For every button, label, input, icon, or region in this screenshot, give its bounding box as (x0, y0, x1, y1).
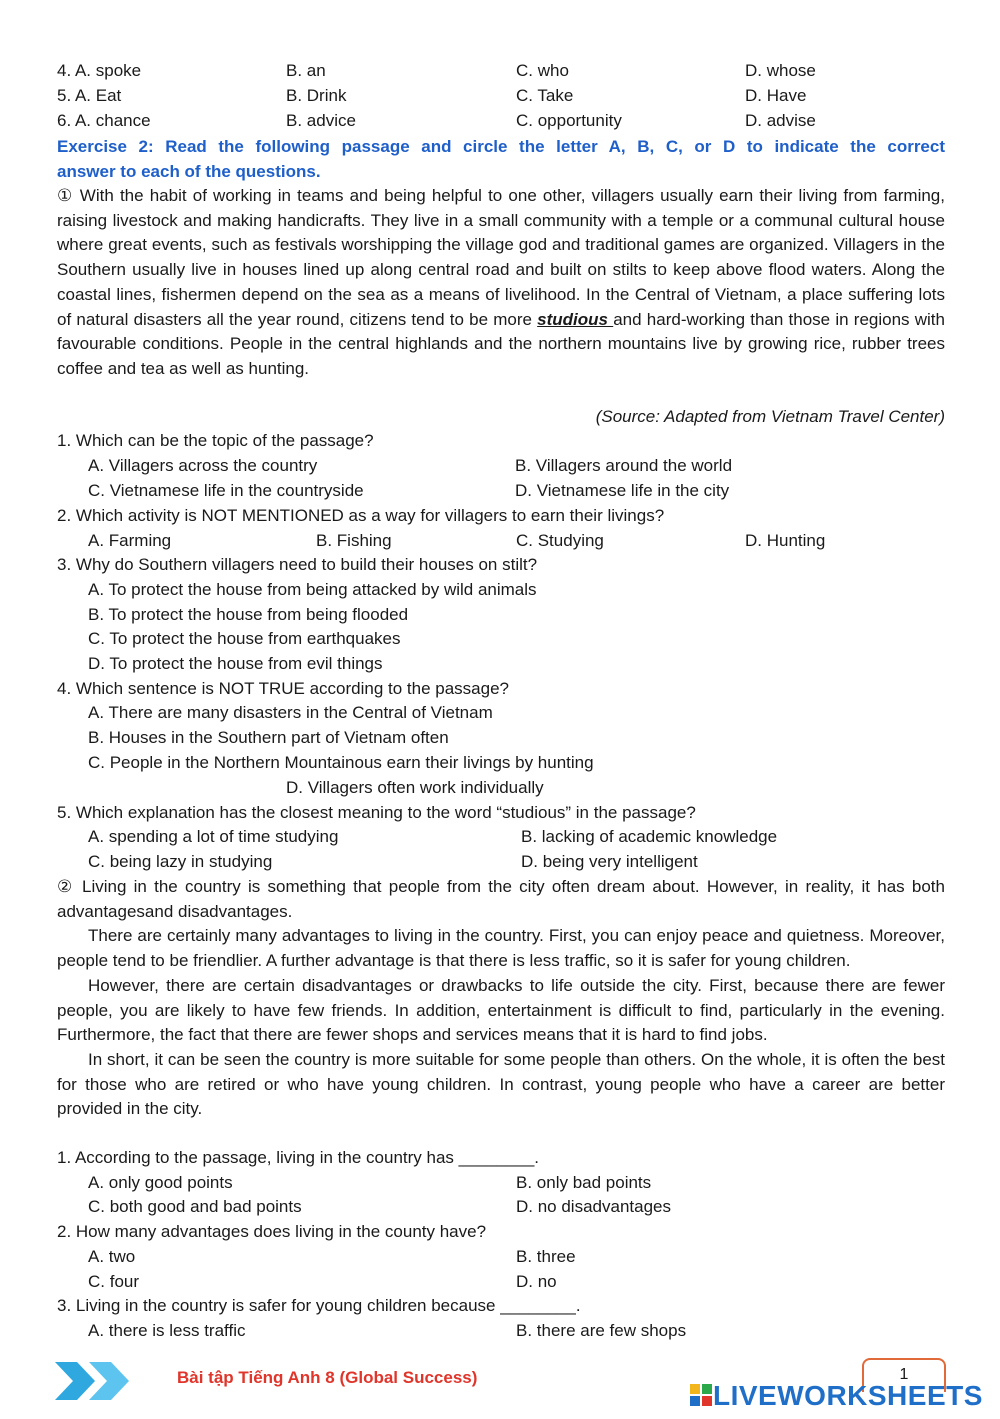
option-b[interactable]: B. lacking of academic knowledge (521, 827, 778, 846)
option-b[interactable]: B. three (516, 1247, 576, 1266)
passage-1-text-end: and hard-working than those in regions with favourable conditions. People in the central highlands and the northern mountains live by growing rice, rubber trees coffee and tea as well as hunting. (57, 309, 945, 378)
option-d: D. whose (745, 61, 816, 80)
option-b[interactable]: B. there are few shops (516, 1321, 687, 1340)
option-a[interactable]: A. There are many disasters in the Central of Vietnam (88, 703, 493, 722)
option-d[interactable]: D. Villagers often work individually (286, 778, 544, 797)
option-c[interactable]: C. both good and bad points (88, 1197, 302, 1216)
option-a[interactable]: A. To protect the house from being attacked by wild animals (88, 580, 537, 599)
option-a[interactable]: A. Farming (88, 531, 172, 550)
option-c[interactable]: C. Vietnamese life in the countryside (88, 481, 364, 500)
exercise-heading-line1: Exercise 2: Read the following passage and circle the letter A, B, C, or D to indicate the correct (57, 137, 945, 156)
option-a[interactable]: A. spending a lot of time studying (88, 827, 339, 846)
option-c[interactable]: C. Studying (516, 531, 604, 550)
option-a[interactable]: A. there is less traffic (88, 1321, 246, 1340)
page-number: 1 (862, 1358, 946, 1392)
option-d[interactable]: D. Vietnamese life in the city (515, 481, 730, 500)
question-4: 4. Which sentence is NOT TRUE according to the passage? (57, 679, 509, 698)
option-d[interactable]: D. Hunting (745, 531, 826, 550)
option-c: C. Take (516, 86, 574, 105)
option-b: B. advice (286, 111, 356, 130)
option-b[interactable]: B. Houses in the Southern part of Vietnam often (88, 728, 449, 747)
option-c: C. who (516, 61, 569, 80)
option-d[interactable]: D. no disadvantages (516, 1197, 671, 1216)
passage-2-paragraph-1: ② Living in the country is something that people from the city often dream about. However, in reality, it has both advantagesand disadvantages. (57, 877, 945, 921)
option-b[interactable]: B. Villagers around the world (515, 456, 733, 475)
option-a: 6. A. chance (57, 111, 151, 130)
liveworksheets-logo-icon (690, 1384, 712, 1406)
option-b[interactable]: B. To protect the house from being flooded (88, 605, 409, 624)
source-citation: (Source: Adapted from Vietnam Travel Center) (595, 407, 945, 426)
option-b[interactable]: B. only bad points (516, 1173, 652, 1192)
question-5: 5. Which explanation has the closest meaning to the word “studious” in the passage? (57, 803, 696, 822)
passage-2-paragraph-3: However, there are certain disadvantages or drawbacks to life outside the city. First, because there are fewer people, you are likely to have few friends. In addition, entertainment is difficult to find, particularly in the evening. Furthermore, the fact that there are fewer shops and services means that it is hard to find jobs. (57, 975, 945, 1045)
option-d: D. advise (745, 111, 816, 130)
option-d[interactable]: D. To protect the house from evil things (88, 654, 383, 673)
option-d: D. Have (745, 86, 807, 105)
passage-2 (57, 875, 945, 1122)
option-c[interactable]: C. being lazy in studying (88, 852, 273, 871)
passage-2-paragraph-4: In short, it can be seen the country is more suitable for some people than others. On the whole, it is often the best for those who are retired or who have young children. In contrast, young people who have a career are better provided in the city. (57, 1049, 945, 1119)
passage-1-text: ① With the habit of working in teams and being helpful to one other, villagers usually earn their living from farming, raising livestock and making handicrafts. They live in a small community with a temple or a communal cultural house where great events, such as festivals worshipping the village god and traditional games are organized. Villagers in the Southern usually live in houses lined up along central road and built on stilts to keep above flood waters. Along the coastal lines, fishermen depend on the sea as a means of livelihood. In the Central of Vietnam, a place suffering lots of natural disasters all the year round, citizens tend to be more (57, 186, 945, 329)
option-a: 4. A. spoke (57, 61, 142, 80)
question-1: 1. According to the passage, living in the country has ________. (57, 1148, 539, 1167)
option-b[interactable]: B. Fishing (316, 531, 392, 550)
option-c[interactable]: C. To protect the house from earthquakes (88, 629, 401, 648)
option-b: B. Drink (286, 86, 347, 105)
exercise-heading-line2: answer to each of the questions. (57, 161, 321, 181)
double-chevron-icon (55, 1362, 135, 1400)
question-2: 2. How many advantages does living in the county have? (57, 1222, 487, 1241)
option-d[interactable]: D. being very intelligent (521, 852, 698, 871)
option-c[interactable]: C. People in the Northern Mountainous earn their livings by hunting (88, 753, 594, 772)
option-a[interactable]: A. only good points (88, 1173, 233, 1192)
option-a[interactable]: A. two (88, 1247, 136, 1266)
option-c[interactable]: C. four (88, 1272, 140, 1291)
footer-title: Bài tập Tiếng Anh 8 (Global Success) (177, 1368, 478, 1387)
liveworksheets-brand[interactable]: LIVEWORKSHEETS (713, 1380, 983, 1411)
question-3: 3. Why do Southern villagers need to build their houses on stilt? (57, 555, 538, 574)
option-d[interactable]: D. no (516, 1272, 557, 1291)
passage-2-paragraph-2: There are certainly many advantages to living in the country. First, you can enjoy peace and quietness. Moreover, people tend to be friendlier. A further advantage is that there is less traffic, so it is safer for young children. (57, 926, 945, 971)
option-a[interactable]: A. Villagers across the country (88, 456, 318, 475)
keyword-studious: studious (537, 309, 614, 329)
question-2: 2. Which activity is NOT MENTIONED as a way for villagers to earn their livings? (57, 506, 665, 525)
question-1: 1. Which can be the topic of the passage? (57, 431, 374, 450)
exercise-2-heading (57, 135, 945, 184)
option-c: C. opportunity (516, 111, 622, 130)
question-3: 3. Living in the country is safer for young children because ________. (57, 1296, 581, 1315)
passage-1 (57, 184, 945, 382)
option-a: 5. A. Eat (57, 86, 122, 105)
option-b: B. an (286, 61, 326, 80)
